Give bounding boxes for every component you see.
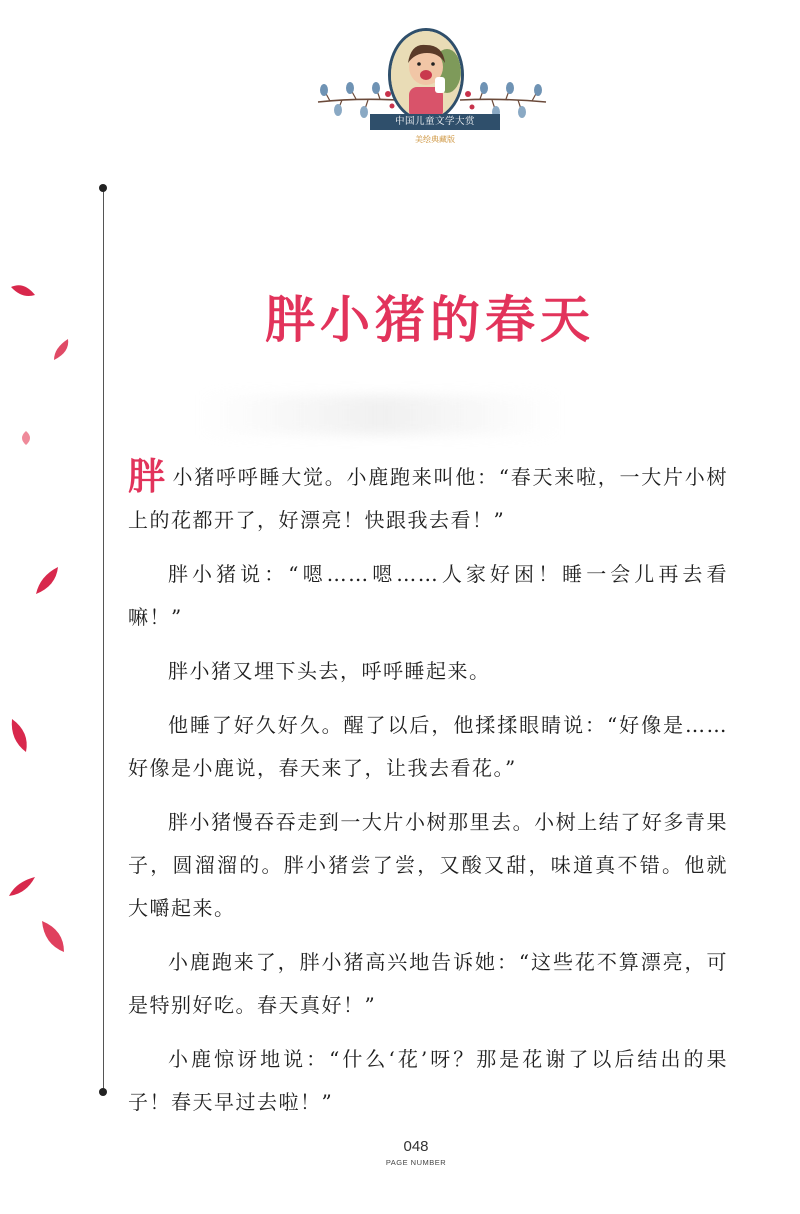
- petal-icon: [34, 566, 60, 596]
- child-portrait-medallion: [388, 28, 464, 122]
- page-number: 048: [403, 1138, 429, 1155]
- story-paragraph-1-text: 小猪呼呼睡大觉。小鹿跑来叫他：“春天来啦，一大片小树上的花都开了，好漂亮！快跟我去看！”: [128, 465, 728, 532]
- drop-cap: 胖: [128, 454, 167, 498]
- series-subtitle: 美绘典藏版: [415, 135, 455, 144]
- rule-bottom-dot: [99, 1088, 107, 1096]
- page-number-label: PAGE NUMBER: [385, 1158, 447, 1167]
- rule-top-dot: [99, 184, 107, 192]
- petal-icon: [8, 718, 30, 754]
- story-body: [128, 456, 728, 1135]
- header-emblem: [0, 0, 800, 160]
- story-paragraph: 小鹿惊讶地说：“什么‘花’呀？那是花谢了以后结出的果子！春天早过去啦！”: [128, 1047, 728, 1114]
- petal-icon: [40, 920, 66, 954]
- story-paragraph: 胖小猪慢吞吞走到一大片小树那里去。小树上结了好多青果子，圆溜溜的。胖小猪尝了尝，又酸又甜，味道真不错。他就大嚼起来。: [128, 810, 728, 920]
- petal-icon: [18, 430, 34, 446]
- story-paragraph: 小鹿跑来了，胖小猪高兴地告诉她：“这些花不算漂亮，可是特别好吃。春天真好！”: [128, 950, 728, 1017]
- series-title: 中国儿童文学大赏: [370, 114, 500, 130]
- child-illustration-icon: [391, 31, 461, 119]
- story-paragraph-1: [128, 456, 728, 542]
- story-paragraph: 胖小猪又埋下头去，呼呼睡起来。: [168, 659, 491, 683]
- show-through-smudge: [200, 395, 560, 435]
- petal-icon: [8, 876, 36, 898]
- story-paragraph: 他睡了好久好久。醒了以后，他揉揉眼睛说：“好像是……好像是小鹿说，春天来了，让我去看花。”: [128, 713, 728, 780]
- story-title: 胖小猪的春天: [265, 290, 595, 349]
- story-paragraph: 胖小猪说：“嗯……嗯……人家好困！睡一会儿再去看嘛！”: [128, 562, 728, 629]
